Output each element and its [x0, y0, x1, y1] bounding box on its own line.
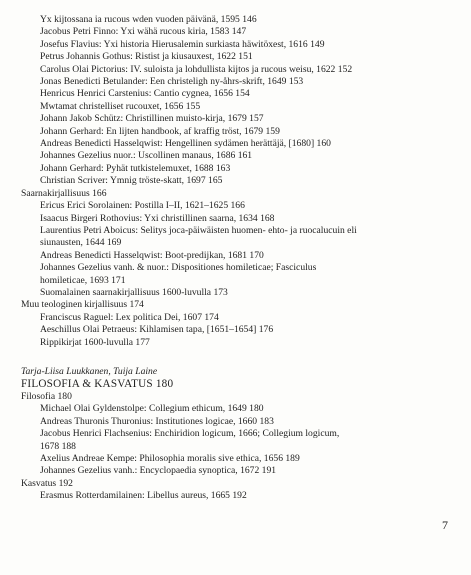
toc-entry: Jonas Benedicti Betulander: Een christeligh ny-åhrs-skrift, 1649 153: [40, 76, 304, 88]
toc-entry: Axelius Andreae Kempe: Philosophia moralis sive ethica, 1656 189: [40, 453, 300, 465]
toc-entry: Petrus Johannis Gothus: Ristist ja kiusauxest, 1622 151: [40, 51, 253, 63]
toc-entry: Jacobus Petri Finno: Yxi wähä rucous kiria, 1583 147: [40, 26, 247, 38]
toc-part-2: [21, 366, 461, 503]
toc-entry: Laurentius Petri Aboicus: Selitys joca-päiwäisten huomen- ehto- ja ruocalucuin eli: [40, 224, 357, 236]
toc-entry: Jacobus Henrici Flachsenius: Enchiridion logicum, 1666; Collegium logicum,: [40, 428, 340, 440]
toc-entry: Andreas Benedicti Hasselqwist: Hengellinen sydämen herättäjä, [1680] 160: [40, 138, 331, 150]
toc-entry: Johannes Gezelius vanh.: Encyclopaedia synoptica, 1672 191: [40, 465, 277, 477]
toc-heading: Filosofia 180: [21, 391, 72, 402]
toc-entry: Isaacus Birgeri Rothovius: Yxi christillinen saarna, 1634 168: [40, 212, 275, 224]
toc-entry: Johannes Gezelius nuor.: Uscollinen manaus, 1686 161: [40, 150, 253, 162]
toc-heading: Muu teologinen kirjallisuus 174: [21, 299, 144, 311]
toc-entry: Johannes Gezelius vanh. & nuor.: Dispositiones homileticae; Fasciculus: [40, 262, 317, 274]
toc-entry: Mwtamat christelliset rucouxet, 1656 155: [40, 100, 201, 112]
toc-entry: Rippikirjat 1600-luvulla 177: [40, 336, 150, 348]
toc-entry-continuation: 1678 188: [40, 440, 76, 452]
toc-entry-continuation: siunausten, 1644 169: [40, 237, 122, 249]
toc-entry: Aeschillus Olai Petraeus: Kihlamisen tapa, [1651–1654] 176: [40, 324, 274, 336]
toc-entry: Andreas Thuronis Thuronius: Institutiones logicae, 1660 183: [40, 415, 274, 427]
toc-entry: Johann Jakob Schütz: Christillinen muisto-kirja, 1679 157: [40, 113, 264, 125]
toc-entry: Johann Gerhard: En lijten handbook, af kraffig tröst, 1679 159: [40, 125, 280, 137]
toc-entry: Erasmus Rotterdamilainen: Libellus aureus, 1665 192: [40, 490, 247, 502]
toc-entry: Johann Gerhard: Pyhät tutkistelemuxet, 1688 163: [40, 162, 231, 174]
page-number: 7: [442, 518, 448, 532]
toc-entry: Michael Olai Gyldenstolpe: Collegium ethicum, 1649 180: [40, 403, 264, 415]
toc-entry: Andreas Benedicti Hasselqwist: Boot-predijkan, 1681 170: [40, 249, 264, 261]
toc-entry: Carolus Olai Pictorius: IV. suloista ja lohdullista kijtos ja rucous weisu, 1622 152: [40, 63, 353, 75]
section-authors: Tarja-Liisa Luukkanen, Tuija Laine: [21, 366, 158, 377]
toc-entry: Josefus Flavius: Yxi historia Hierusalemin surkiasta häwitöxest, 1616 149: [40, 38, 325, 50]
toc-entry-continuation: homileticae, 1693 171: [40, 274, 126, 286]
toc-entry: Franciscus Raguel: Lex politica Dei, 1607 174: [40, 311, 219, 323]
toc-part-1: [21, 14, 461, 349]
toc-entry: Yx kijtossana ia rucous wden vuoden päivänä, 1595 146: [40, 14, 257, 25]
section-title: FILOSOFIA & KASVATUS 180: [21, 378, 174, 390]
toc-entry: Henricus Henrici Carstenius: Cantio cygnea, 1656 154: [40, 88, 250, 100]
section-entries: [21, 391, 461, 503]
toc-heading: Saarnakirjallisuus 166: [21, 187, 107, 199]
toc-entry: Suomalainen saarnakirjallisuus 1600-luvulla 173: [40, 286, 228, 298]
toc-heading: Kasvatus 192: [21, 477, 73, 489]
toc-entry: Ericus Erici Sorolainen: Postilla I–II, 1621–1625 166: [40, 200, 245, 212]
toc-entry: Christian Scriver: Ymnig tröste-skatt, 1697 165: [40, 175, 223, 187]
